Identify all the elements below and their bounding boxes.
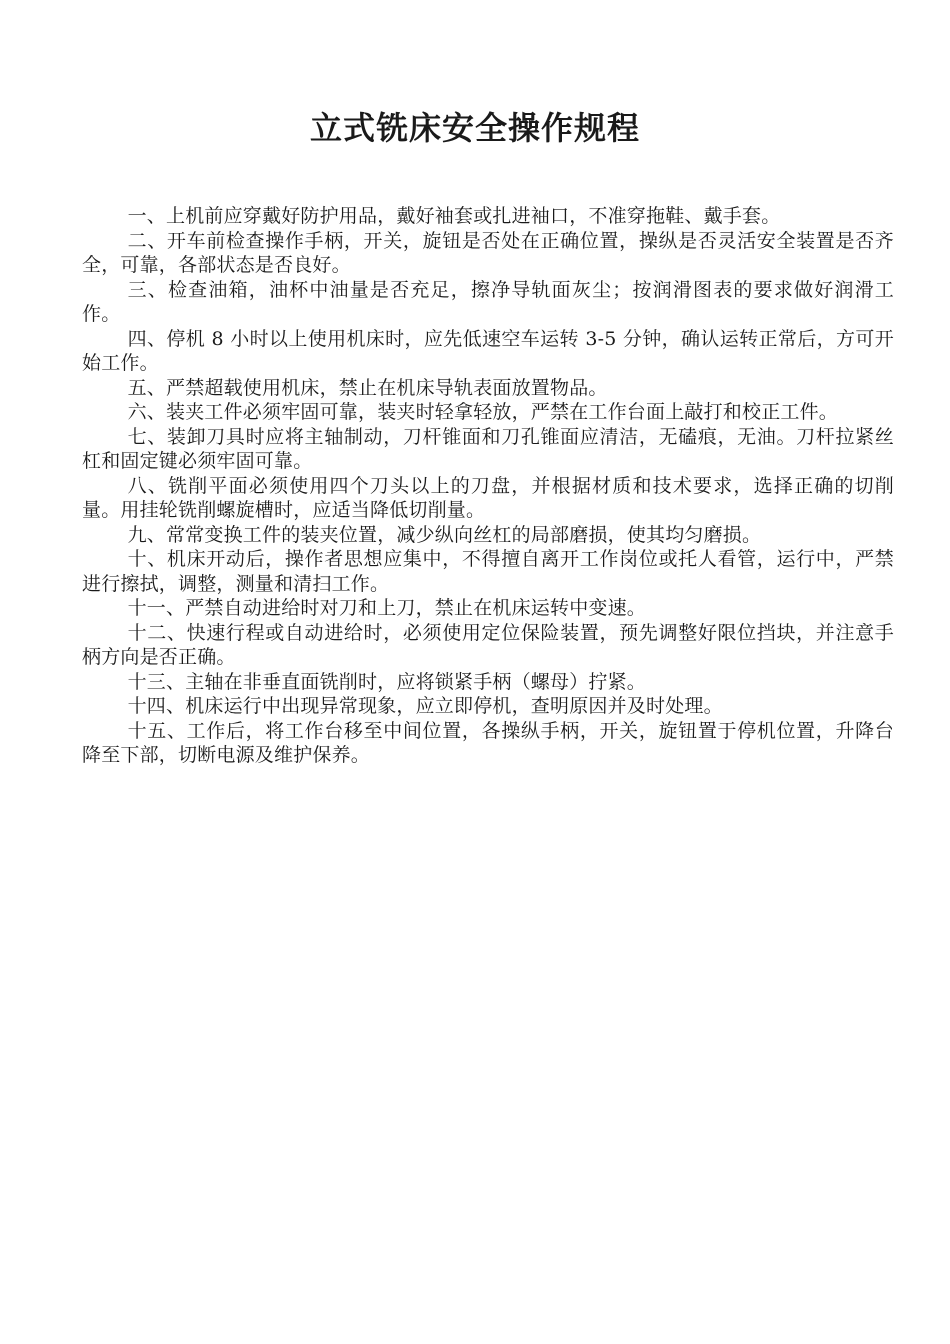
clause-7: 七、装卸刀具时应将主轴制动，刀杆锥面和刀孔锥面应清洁，无磕痕，无油。刀杆拉紧丝杠和固定键必须牢固可靠。 <box>82 425 894 472</box>
clause-2: 二、开车前检查操作手柄，开关，旋钮是否处在正确位置，操纵是否灵活安全装置是否齐全，可靠，各部状态是否良好。 <box>82 229 894 276</box>
clause-6: 六、装夹工件必须牢固可靠，装夹时轻拿轻放，严禁在工作台面上敲打和校正工件。 <box>127 401 838 423</box>
clause-13: 十三、主轴在非垂直面铣削时，应将锁紧手柄（螺母）拧紧。 <box>127 670 646 693</box>
page-title: 立式铣床安全操作规程 <box>309 109 640 147</box>
clause-11: 十一、严禁自动进给时对刀和上刀，禁止在机床运转中变速。 <box>127 597 646 619</box>
clause-3: 三、检查油箱，油杯中油量是否充足，擦净导轨面灰尘；按润滑图表的要求做好润滑工作。 <box>82 278 894 325</box>
clause-10: 十、机床开动后，操作者思想应集中，不得擅自离开工作岗位或托人看管，运行中，严禁进行擦拭，调整，测量和清扫工作。 <box>82 548 894 595</box>
clause-1: 一、上机前应穿戴好防护用品，戴好袖套或扎进袖口，不准穿拖鞋、戴手套。 <box>127 205 781 227</box>
clause-9: 九、常常变换工件的装夹位置，减少纵向丝杠的局部磨损，使其均匀磨损。 <box>127 523 762 546</box>
clause-5: 五、严禁超载使用机床，禁止在机床导轨表面放置物品。 <box>127 376 608 399</box>
clause-15: 十五、工作后，将工作台移至中间位置，各操纵手柄，开关，旋钮置于停机位置，升降台降至下部，切断电源及维护保养。 <box>82 719 894 766</box>
clause-12: 十二、快速行程或自动进给时，必须使用定位保险装置，预先调整好限位挡块，并注意手柄方向是否正确。 <box>82 621 894 668</box>
clause-8: 八、铣削平面必须使用四个刀头以上的刀盘，并根据材质和技术要求，选择正确的切削量。用挂轮铣削螺旋槽时，应适当降低切削量。 <box>82 474 894 521</box>
clause-4: 四、停机 8 小时以上使用机床时，应先低速空车运转 3-5 分钟，确认运转正常后，方可开始工作。 <box>82 327 894 374</box>
document-body <box>82 204 894 768</box>
clause-14: 十四、机床运行中出现异常现象，应立即停机，查明原因并及时处理。 <box>127 695 723 717</box>
